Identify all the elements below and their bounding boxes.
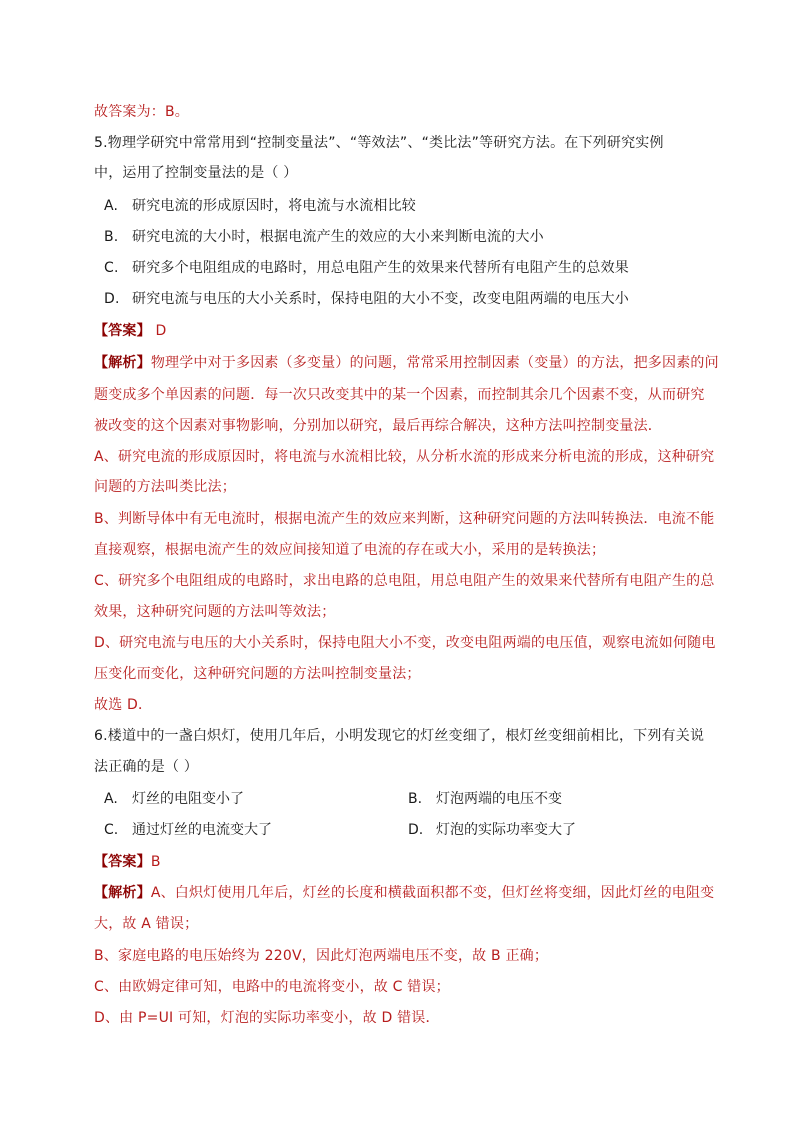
q6-option-a: [104, 789, 244, 809]
option-text: 灯丝的电阻变小了: [132, 791, 244, 807]
option-label: A.: [104, 791, 118, 807]
q6-analysis-line-4: C、由欧姆定律可知，电路中的电流将变小，故 C 错误；: [94, 979, 450, 995]
analysis-tag: 【解析】: [94, 355, 151, 371]
q5-stem-line-1: 5.物理学研究中常常用到“控制变量法”、“等效法”、“类比法”等研究方法。在下列研究实例: [94, 135, 664, 151]
q5-analysis-line-1: [94, 353, 719, 373]
option-label: C.: [104, 822, 119, 838]
answer-value: D: [150, 323, 167, 339]
q5-analysis-line-6: B、判断导体中有无电流时，根据电流产生的效应来判断，这种研究问题的方法叫转换法．电流不能: [94, 511, 715, 527]
q5-answer: [94, 321, 166, 341]
option-text: 灯泡两端的电压不变: [436, 791, 562, 807]
q6-option-b: [408, 789, 562, 809]
q5-analysis-line-11: 压变化而变化，这种研究问题的方法叫控制变量法；: [94, 666, 421, 682]
option-label: C.: [104, 260, 119, 276]
option-text: 研究电流与电压的大小关系时，保持电阻的大小不变，改变电阻两端的电压大小: [132, 291, 629, 307]
option-text: 研究多个电阻组成的电路时，用总电阻产生的效果来代替所有电阻产生的总效果: [132, 260, 629, 276]
option-label: A.: [104, 198, 119, 214]
q6-analysis-line-3: B、家庭电路的电压始终为 220V，因此灯泡两端电压不变，故 B 正确；: [94, 948, 549, 964]
q5-analysis-line-9: 效果，这种研究问题的方法叫等效法；: [94, 604, 336, 620]
q5-analysis-line-10: D、研究电流与电压的大小关系时，保持电阻大小不变，改变电阻两端的电压值，观察电流如何随电: [94, 635, 716, 651]
option-label: D.: [408, 822, 424, 838]
q5-analysis-line-4: A、研究电流的形成原因时，将电流与水流相比较，从分析水流的形成来分析电流的形成，这种研究: [94, 449, 715, 465]
analysis-text: A、白炽灯使用几年后，灯丝的长度和横截面积都不变，但灯丝将变细，因此灯丝的电阻变: [150, 885, 715, 901]
option-text: 研究电流的大小时，根据电流产生的效应的大小来判断电流的大小: [132, 229, 544, 245]
previous-answer: 故答案为：B。: [94, 104, 190, 120]
option-text: 灯泡的实际功率变大了: [436, 822, 576, 838]
q5-stem-line-2: 中，运用了控制变量法的是（ ）: [94, 165, 298, 181]
q6-stem-line-1: 6.楼道中的一盏白炽灯，使用几年后，小明发现它的灯丝变细了，根灯丝变细前相比，下列有关说: [94, 728, 705, 744]
q6-option-d: [408, 820, 576, 840]
q6-answer: [94, 852, 161, 872]
q5-analysis-line-8: C、研究多个电阻组成的电路时，求出电路的总电阻，用总电阻产生的效果来代替所有电阻产生的总: [94, 573, 715, 589]
q5-analysis-line-2: 题变成多个单因素的问题．每一次只改变其中的某一个因素，而控制其余几个因素不变，从而研究: [94, 387, 705, 403]
q5-analysis-line-5: 问题的方法叫类比法；: [94, 479, 236, 495]
option-label: D.: [104, 291, 120, 307]
q5-option-d: [104, 289, 629, 309]
q6-analysis-line-2: 大，故 A 错误；: [94, 916, 199, 932]
analysis-text: 物理学中对于多因素（多变量）的问题，常常采用控制因素（变量）的方法，把多因素的问: [150, 355, 719, 371]
option-text: 研究电流的形成原因时，将电流与水流相比较: [132, 198, 416, 214]
q5-option-a: [104, 196, 416, 216]
analysis-tag: 【解析】: [94, 885, 151, 901]
answer-value: B: [150, 854, 161, 870]
q6-analysis-line-1: [94, 883, 714, 903]
q5-analysis-line-12: 故选 D．: [94, 697, 153, 713]
option-label: B.: [104, 229, 119, 245]
q6-analysis-line-5: D、由 P=UI 可知，灯泡的实际功率变小，故 D 错误．: [94, 1010, 440, 1026]
q5-analysis-line-7: 直接观察，根据电流产生的效应间接知道了电流的存在或大小，采用的是转换法；: [94, 542, 606, 558]
q5-option-b: [104, 227, 544, 247]
option-label: B.: [408, 791, 423, 807]
q6-option-c: [104, 820, 272, 840]
q5-option-c: [104, 258, 629, 278]
answer-tag: 【答案】: [94, 854, 151, 870]
q6-stem-line-2: 法正确的是（ ）: [94, 759, 199, 775]
option-text: 通过灯丝的电流变大了: [132, 822, 272, 838]
q5-analysis-line-3: 被改变的这个因素对事物影响，分别加以研究，最后再综合解决，这种方法叫控制变量法．: [94, 418, 662, 434]
answer-tag: 【答案】: [94, 323, 151, 339]
